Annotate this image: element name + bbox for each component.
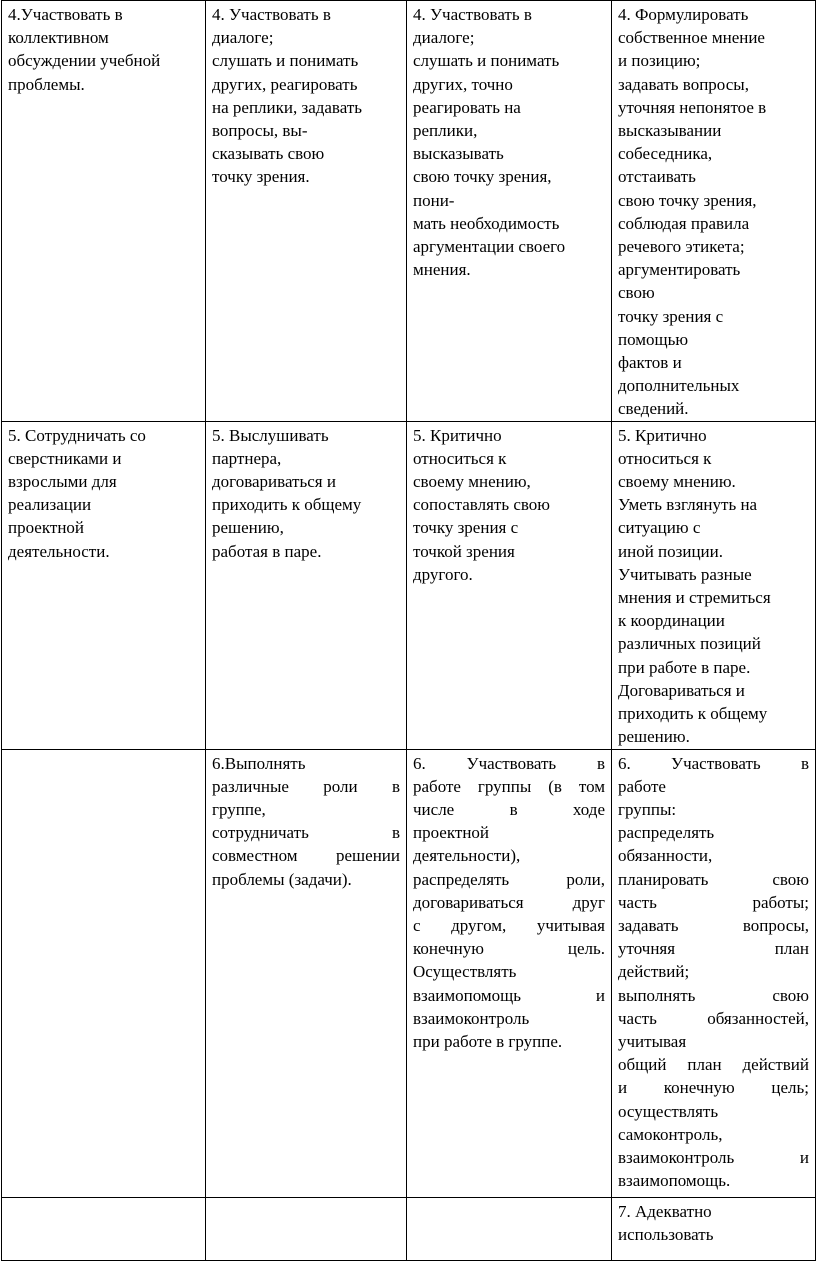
cell-text-line: договариваться друг [413, 892, 605, 912]
table-row [2, 1197, 816, 1260]
cell-text-line: самоконтроль, [618, 1124, 723, 1144]
cell-text-line: конечную цель. [413, 939, 605, 959]
table-cell [407, 1, 612, 422]
cell-text-line: высказывать [413, 144, 504, 164]
cell-text-line: на реплики, задавать [212, 97, 363, 117]
cell-text-line: дополнительных [618, 376, 740, 396]
table-cell [612, 1, 816, 422]
table-cell [206, 1, 407, 422]
cell-text-line: и конечную цель; [618, 1078, 809, 1098]
cell-text-line: свою [618, 283, 655, 303]
cell-text-line: и позицию; [618, 51, 701, 71]
cell-text-line: Договариваться и [618, 680, 745, 700]
cell-text-line: планировать свою [618, 869, 809, 889]
table-cell [206, 749, 407, 1197]
cell-text-line: сведений. [618, 399, 689, 419]
table-cell [2, 1, 206, 422]
cell-text-line: реагировать на [413, 97, 521, 117]
cell-text-line: ситуацию с [618, 518, 701, 538]
cell-text-line: слушать и понимать [413, 51, 560, 71]
cell-text-line: свою точку зрения, [413, 167, 552, 187]
cell-text-line: общий план действий [618, 1055, 809, 1075]
cell-text-line: вопросы, вы- [212, 121, 308, 141]
table-cell [206, 1197, 407, 1260]
cell-text-line: партнера, [212, 448, 282, 468]
cell-text-line: точку зрения с [618, 306, 724, 326]
cell-text-line: сказывать свою [212, 144, 325, 164]
cell-text-line: мнения. [413, 260, 471, 280]
cell-text-line: работая в паре. [212, 541, 322, 561]
cell-text-line: приходить к общему [618, 704, 768, 724]
cell-text-line: диалоге; [212, 28, 274, 48]
cell-text-line: 7. Адекватно [618, 1201, 712, 1221]
table-row [2, 1, 816, 422]
cell-text-line: группы: [618, 799, 677, 819]
cell-text-line: при работе в группе. [413, 1031, 563, 1051]
cell-text-line: диалоге; [413, 28, 475, 48]
cell-text-line: 4. Участвовать в [212, 5, 331, 24]
cell-text-line: работе группы (в том [413, 776, 605, 796]
cell-text-line: обсуждении учебной [8, 51, 161, 71]
cell-text-line: 5. Сотрудничать со [8, 425, 146, 445]
table-row [2, 749, 816, 1197]
table-cell [407, 749, 612, 1197]
cell-text-line: совместном решении [212, 846, 400, 866]
cell-text-line: взаимопомощь. [618, 1171, 731, 1191]
cell-text-line: выполнять свою [618, 985, 809, 1005]
cell-text-line: реализации [8, 495, 92, 515]
cell-text-line: проблемы. [8, 74, 85, 94]
cell-text-line: решению, [212, 518, 284, 538]
cell-text-line: приходить к общему [212, 495, 362, 515]
cell-text-line: проблемы (задачи). [212, 869, 352, 889]
cell-text-line: точкой зрения [413, 541, 515, 561]
table-cell [2, 749, 206, 1197]
competency-table [1, 0, 816, 1261]
cell-text-line: других, точно [413, 74, 513, 94]
cell-text-line: соблюдая правила [618, 213, 750, 233]
cell-text-line: использовать [618, 1224, 714, 1244]
cell-text-line: пони- [413, 190, 455, 210]
cell-text-line: точку зрения с [413, 518, 519, 538]
cell-text-line: задавать вопросы, [618, 74, 749, 94]
cell-text-line: взаимоконтроль и [618, 1147, 809, 1167]
table-cell [612, 749, 816, 1197]
table-cell [612, 1197, 816, 1260]
cell-text-line: с другом, учитывая [413, 915, 605, 935]
cell-text-line: решению. [618, 727, 690, 747]
table-cell [2, 421, 206, 749]
cell-text-line: часть обязанностей, [618, 1008, 809, 1028]
cell-text-line: высказывании [618, 121, 722, 141]
cell-text-line: отстаивать [618, 167, 696, 187]
cell-text-line: слушать и понимать [212, 51, 359, 71]
cell-text-line: собеседника, [618, 144, 713, 164]
cell-text-line: учитывая [618, 1031, 687, 1051]
cell-text-line: своему мнению, [413, 472, 531, 492]
cell-text-line: уточняя непонятое в [618, 97, 767, 117]
cell-text-line: 4.Участвовать в [8, 5, 123, 24]
cell-text-line: Учитывать разные [618, 564, 752, 584]
cell-text-line: 6. Участвовать в [618, 753, 809, 773]
cell-text-line: проектной [413, 823, 490, 843]
table-row [2, 421, 816, 749]
table-cell [206, 421, 407, 749]
cell-text-line: сотрудничать в [212, 823, 400, 843]
cell-text-line: работе [618, 776, 666, 796]
cell-text-line: действий; [618, 962, 690, 982]
cell-text-line: взаимопомощь и [413, 985, 605, 1005]
cell-text-line: задавать вопросы, [618, 915, 809, 935]
cell-text-line: обязанности, [618, 846, 713, 866]
cell-text-line: 5. Критично [618, 425, 707, 445]
cell-text-line: относиться к [413, 448, 507, 468]
cell-text-line: распределять [618, 823, 715, 843]
cell-text-line: различных позиций [618, 634, 761, 654]
cell-text-line: 4. Участвовать в [413, 5, 532, 24]
cell-text-line: иной позиции. [618, 541, 723, 561]
table-cell [407, 421, 612, 749]
cell-text-line: мать необходимость [413, 213, 560, 233]
cell-text-line: часть работы; [618, 892, 809, 912]
table-cell [612, 421, 816, 749]
cell-text-line: Осуществлять [413, 962, 517, 982]
cell-text-line: аргументировать [618, 260, 741, 280]
table-cell [2, 1197, 206, 1260]
cell-text-line: группе, [212, 799, 266, 819]
cell-text-line: 4. Формулировать [618, 5, 749, 24]
cell-text-line: 6. Участвовать в [413, 753, 605, 773]
cell-text-line: относиться к [618, 448, 712, 468]
cell-text-line: речевого этикета; [618, 237, 745, 257]
cell-text-line: реплики, [413, 121, 478, 141]
cell-text-line: числе в ходе [413, 799, 605, 819]
cell-text-line: взрослыми для [8, 472, 117, 492]
cell-text-line: договариваться и [212, 472, 336, 492]
cell-text-line: помощью [618, 329, 689, 349]
cell-text-line: других, реагировать [212, 74, 358, 94]
cell-text-line: при работе в паре. [618, 657, 751, 677]
cell-text-line: проектной [8, 518, 85, 538]
cell-text-line: осуществлять [618, 1101, 719, 1121]
cell-text-line: уточняя план [618, 939, 809, 959]
cell-text-line: аргументации своего [413, 237, 566, 257]
cell-text-line: сверстниками и [8, 448, 122, 468]
cell-text-line: собственное мнение [618, 28, 765, 48]
cell-text-line: сопоставлять свою [413, 495, 550, 515]
table-cell [407, 1197, 612, 1260]
cell-text-line: 6.Выполнять [212, 753, 306, 773]
cell-text-line: фактов и [618, 353, 682, 373]
cell-text-line: точку зрения. [212, 167, 310, 187]
cell-text-line: свою точку зрения, [618, 190, 757, 210]
cell-text-line: деятельности. [8, 541, 110, 561]
cell-text-line: к координации [618, 611, 725, 631]
cell-text-line: своему мнению. [618, 472, 736, 492]
cell-text-line: деятельности), [413, 846, 521, 866]
cell-text-line: другого. [413, 564, 473, 584]
cell-text-line: мнения и стремиться [618, 588, 771, 608]
cell-text-line: 5. Критично [413, 425, 502, 445]
cell-text-line: 5. Выслушивать [212, 425, 329, 445]
cell-text-line: коллективном [8, 28, 109, 48]
cell-text-line: различные роли в [212, 776, 400, 796]
cell-text-line: Уметь взглянуть на [618, 495, 758, 515]
cell-text-line: распределять роли, [413, 869, 605, 889]
cell-text-line: взаимоконтроль [413, 1008, 530, 1028]
